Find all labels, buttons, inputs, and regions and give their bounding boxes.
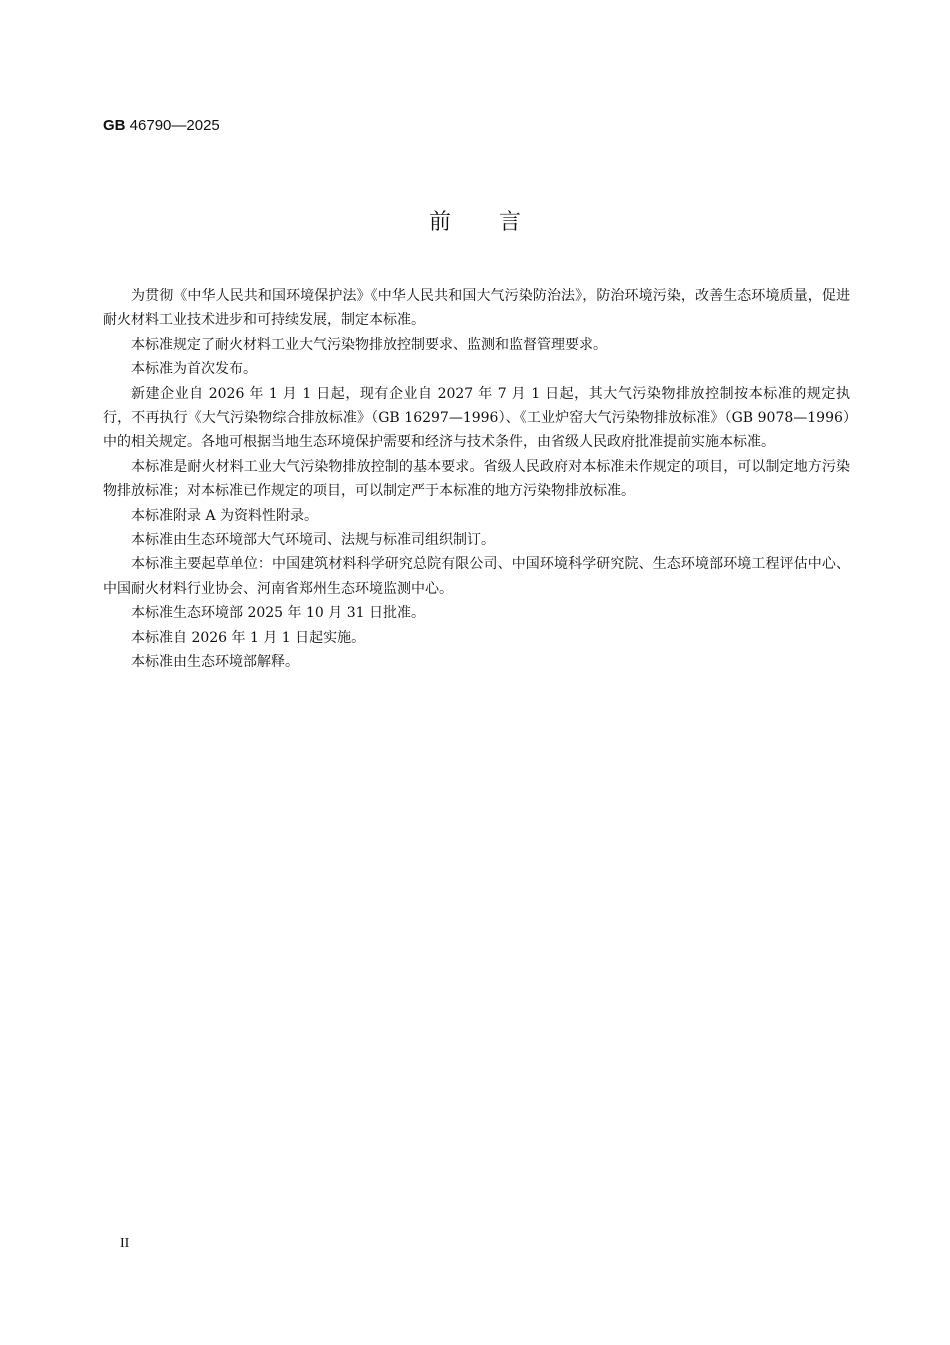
paragraph-appendix: 本标准附录 A 为资料性附录。 xyxy=(131,507,319,524)
paragraph-interpretation: 本标准由生态环境部解释。 xyxy=(131,654,299,671)
preface-body xyxy=(103,284,850,675)
standard-number xyxy=(103,116,220,136)
standard-code: 46790—2025 xyxy=(125,117,220,134)
paragraph-approval: 本标准生态环境部 2025 年 10 月 31 日批准。 xyxy=(131,605,425,622)
paragraph-first-release: 本标准为首次发布。 xyxy=(131,361,257,378)
standard-prefix: GB xyxy=(103,117,126,134)
page-title: 前言 xyxy=(428,210,569,235)
page-number: II xyxy=(120,1236,130,1251)
paragraph-organizer: 本标准由生态环境部大气环境司、法规与标准司组织制订。 xyxy=(131,532,495,549)
paragraph-effective-dates: 新建企业自 2026 年 1 月 1 日起，现有企业自 2027 年 7 月 1 日起，其大气污染物排放控制按本标准的规定执行，不再执行《大气污染物综合排放标准》（GB 16297—1996）、《工业炉窑大气污染物排放标准》（GB 9078—1996）中的相关规定。各地可根据当地生态环境保护需要和经济与技术条件，由省级人民政府批准提前实施本标准。 xyxy=(103,385,850,451)
paragraph-implementation: 本标准自 2026 年 1 月 1 日起实施。 xyxy=(131,629,366,646)
paragraph-drafters: 本标准主要起草单位：中国建筑材料科学研究总院有限公司、中国环境科学研究院、生态环境部环境工程评估中心、中国耐火材料行业协会、河南省郑州生态环境监测中心。 xyxy=(103,556,850,597)
paragraph-purpose: 为贯彻《中华人民共和国环境保护法》《中华人民共和国大气污染防治法》，防治环境污染，改善生态环境质量，促进耐火材料工业技术进步和可持续发展，制定本标准。 xyxy=(103,288,850,329)
paragraph-scope: 本标准规定了耐火材料工业大气污染物排放控制要求、监测和监督管理要求。 xyxy=(131,336,607,353)
paragraph-basic-requirements: 本标准是耐火材料工业大气污染物排放控制的基本要求。省级人民政府对本标准未作规定的项目，可以制定地方污染物排放标准；对本标准已作规定的项目，可以制定严于本标准的地方污染物排放标准。 xyxy=(103,458,850,500)
